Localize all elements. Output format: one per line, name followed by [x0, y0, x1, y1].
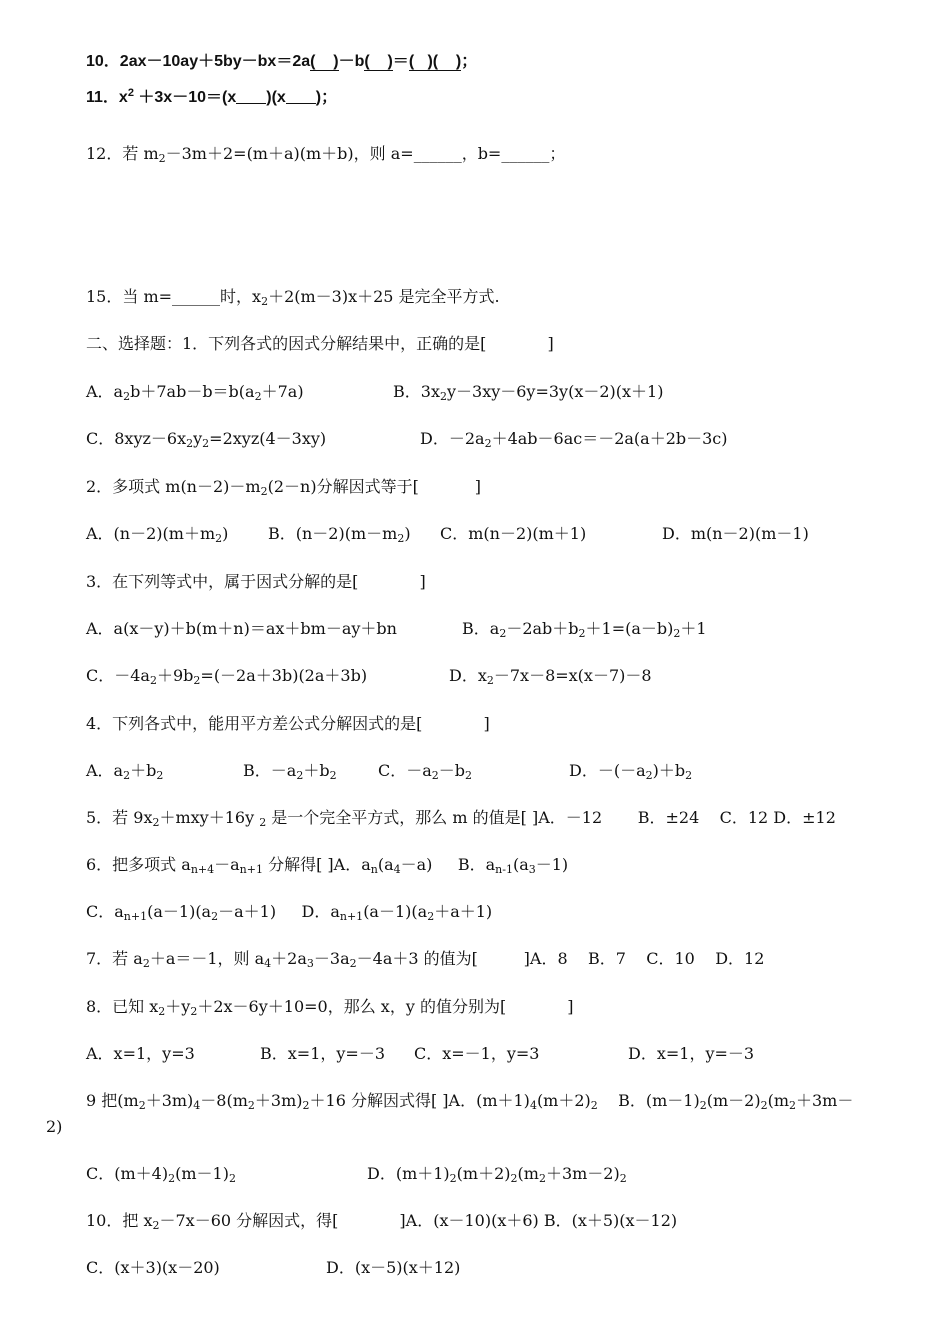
c8-option-c: C．x=－1，y=3 — [414, 1044, 540, 1063]
c3-option-d: D．$x_2-7x-8=x(x-7)-8$ — [449, 666, 652, 687]
c2-option-a: A．$(n-2)(m+m_2)$ — [86, 524, 229, 545]
c9-question: 9 把$(m_2+3m)_4-8(m_2+3m)_2+16$ 分解因式得[ ]A．$(m+1)_4(m+2)_2$ B．$(m-1)_2(m-2)_2(m_2+3m-$ — [86, 1091, 854, 1112]
c9-wrap — [46, 1117, 62, 1137]
c3-option-c: C．$-4a_2+9b_2=(-2a+3b)(2a+3b)$ — [86, 666, 368, 687]
section2-header-text: 二、选择题：1．下列各式的因式分解结果中，正确的是[ ] — [86, 334, 554, 353]
c8-option-a: A．x=1，y=3 — [86, 1044, 195, 1063]
c5-line: 5．若 $9x_2+mxy+16y$ $_2$ 是一个完全平方式，那么 m 的值是[ ]A．－12 B．±24 C．12 D．±12 — [86, 808, 836, 829]
c1-option-a: A．$a_2b+7ab-b=b(a_2+7a)$ — [86, 382, 304, 403]
q12-text: 12．若 $m_2-3m+2=(m+a)(m+b)$，则 a=______，b=______； — [86, 144, 566, 165]
c3-question: 3．在下列等式中，属于因式分解的是[ ] — [86, 572, 426, 591]
c4-question: 4．下列各式中，能用平方差公式分解因式的是[ ] — [86, 714, 490, 733]
c4-option-b: B．$-a_2+b_2$ — [243, 761, 337, 782]
c1-option-b: B．$3x_2y-3xy-6y=3y(x-2)(x+1)$ — [393, 382, 664, 403]
c8-question: 8．已知 $x_2+y_2+2x-6y+10=0$，那么 x，y 的值分别为[ ] — [86, 997, 574, 1018]
c6-option-cd: C．$a_{n+1}(a-1)(a_2-a+1)$ D．$a_{n+1}(a-1)(a_2+a+1)$ — [86, 902, 493, 923]
q10-text: 10．2ax－10ay＋5by－bx＝2a( )－b( )＝( )( )； — [86, 53, 478, 70]
c4-option-c: C．$-a_2-b_2$ — [378, 761, 473, 782]
c2-option-b: B．$(n-2)(m-m_2)$ — [268, 524, 411, 545]
c2-question: 2．多项式 $m(n-2)-m_2(2-n)$分解因式等于[ ] — [86, 477, 481, 498]
c9-option-c: C．$(m+4)_2(m-1)_2$ — [86, 1164, 236, 1185]
c1-option-d: D．$-2a_2+4ab-6ac=-2a(a+2b-3c)$ — [420, 429, 728, 450]
c10-option-c: C．(x＋3)(x－20) — [86, 1258, 220, 1277]
c4-option-a: A．$a_2+b_2$ — [86, 761, 164, 782]
c8-option-b: B．x=1，y=－3 — [260, 1044, 385, 1063]
c3-option-a: A．a(x－y)＋b(m＋n)＝ax＋bm－ay＋bn — [86, 619, 397, 638]
c1-option-c: C．$8xyz-6x_2y_2=2xyz(4-3xy)$ — [86, 429, 327, 450]
q11-line — [86, 87, 337, 108]
q12-line — [86, 144, 565, 164]
q15-line — [86, 287, 500, 307]
c4-option-d: D．$-(-a_2)+b_2$ — [569, 761, 693, 782]
section2-header — [86, 334, 554, 354]
q11-text: 11．$x^2 +3x-10=(x$ )(x )； — [86, 87, 338, 106]
c2-option-d: D．m(n－2)(m－1) — [662, 524, 809, 543]
c3-option-b: B．$a_2-2ab+b_2+1=(a-b)_2+1$ — [462, 619, 707, 640]
c2-option-c: C．m(n－2)(m＋1) — [440, 524, 587, 543]
q10-line — [86, 52, 477, 72]
c7-line: 7．若 $a_2+a=-1$，则 $a_4+2a_3-3a_2-4a+3$ 的值为[ ]A．8 B．7 C．10 D．12 — [86, 949, 765, 970]
c9-wrap-text: 2) — [46, 1117, 63, 1136]
c8-option-d: D．x=1，y=－3 — [628, 1044, 755, 1063]
c6-line: 6．把多项式 $a_{n+4}-a_{n+1}$ 分解得[ ]A．$a_n(a_4-a)$ B．$a_{n-1}(a_3-1)$ — [86, 855, 569, 876]
q15-text: 15．当 m=______时，$x_2+2(m-3)x+25$ 是完全平方式. — [86, 287, 500, 308]
c9-option-d: D．$(m+1)_2(m+2)_2(m_2+3m-2)_2$ — [367, 1164, 627, 1185]
c10-option-d: D．(x－5)(x＋12) — [326, 1258, 461, 1277]
c10-question: 10．把 $x_2-7x-60$ 分解因式，得[ ]A．(x－10)(x＋6) B．(x＋5)(x－12) — [86, 1211, 678, 1232]
